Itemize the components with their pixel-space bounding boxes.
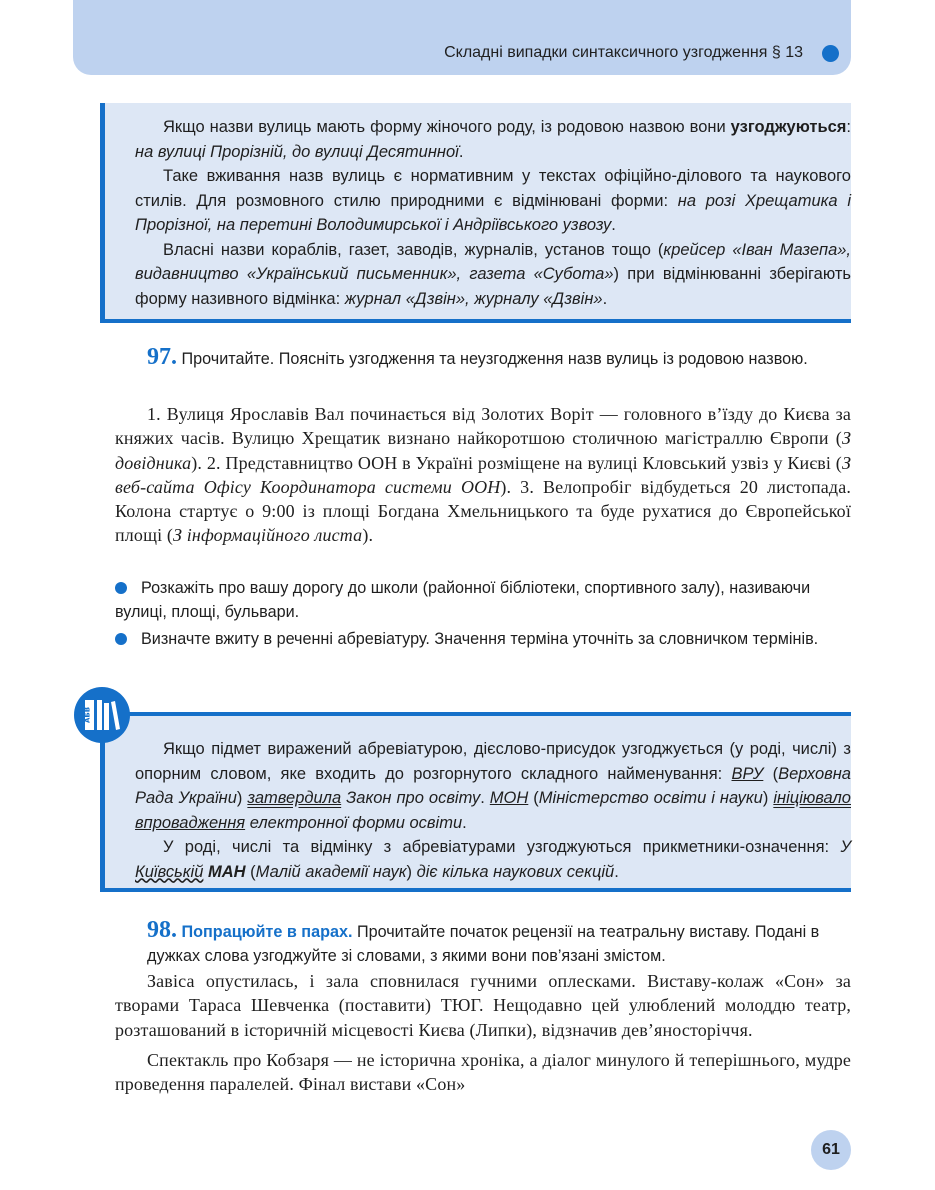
header-dot-icon (822, 45, 839, 62)
page-number: 61 (811, 1130, 851, 1170)
rule-paragraph: Таке вживання назв вулиць є нормативним у текстах офіційно-ділового та наукового стилів. Для розмовного стилю природними є відмінювані форми: на розі Хрещатика і Прорізної, на перетині Володимирської і Андріївського узвозу. (135, 167, 851, 234)
rule-box-street-names (100, 103, 851, 323)
books-icon (74, 687, 130, 743)
bullet-icon (115, 633, 127, 645)
exercise-97-bullet-2: Визначте вжиту в реченні абревіатуру. Значення терміна уточніть за словничком термінів. (115, 627, 851, 651)
exercise-97-task: 97. Прочитайте. Поясніть узгодження та неузгодження назв вулиць із родовою назвою. (147, 344, 808, 370)
exercise-number: 98. (147, 917, 177, 943)
rule-box-abbreviations (100, 712, 851, 892)
bullet-icon (115, 582, 127, 594)
rule-paragraph: У роді, числі та відмінку з абревіатурами узгоджуються прикметники-означення: У Київській МАН (Малій академії наук) діє кілька наукових секцій. (135, 838, 851, 881)
text-paragraph: Спектакль про Кобзаря — не історична хроніка, а діалог минулого й теперішнього, мудре проведення паралелей. Фінал вистави «Сон» (115, 1049, 851, 1095)
exercise-98-text (115, 969, 851, 1096)
exercise-97-text: 1. Вулиця Ярославів Вал починається від Золотих Воріт — головного в’їзду до Києва за княжих часів. Вулицю Хрещатик визнано найкоротшою столичною магістраллю Європи (З довідника). 2. Представництво ООН в Україні розміщене на вулиці Кловський узвіз у Києві (З веб-сайта Офісу Координатора системи ООН). 3. Велопробіг відбудеться 20 листопада. Колона стартує о 9:00 із площі Богдана Хмельницького та буде рухатися до Європейської площі (З інформаційного листа). (115, 404, 851, 546)
exercise-97-bullet-1: Розкажіть про вашу дорогу до школи (районної бібліотеки, спортивного залу), називаючи вулиці, площі, бульвари. (115, 579, 811, 621)
exercise-number: 97. (147, 344, 177, 370)
exercise-98-task: 98. Попрацюйте в парах. Прочитайте початок рецензії на театральну виставу. Подані в дужках слова узгоджуйте зі словами, з якими вони пов’язані змістом. (147, 917, 820, 965)
page-header (73, 0, 851, 75)
rule-paragraph: Власні назви кораблів, газет, заводів, журналів, установ тощо (крейсер «Іван Мазепа», видавництво «Український письменник», газета «Субота») при відмінюванні зберігають форму називного відмінка: журнал «Дзвін», журналу «Дзвін». (135, 240, 852, 308)
rule-paragraph: Якщо підмет виражений абревіатурою, дієслово-присудок узгоджується (у роді, числі) з опорним словом, яке входить до розгорнутого складного найменування: ВРУ (Верховна Рада України) затвердила Закон про освіту. МОН (Міністерство освіти і науки) ініціювало впровадження електронної форми освіти. (135, 740, 851, 832)
section-title: Складні випадки синтаксичного узгодження § 13 (444, 44, 803, 61)
pair-work-label: Попрацюйте в парах. (181, 923, 353, 941)
rule-paragraph: Якщо назви вулиць мають форму жіночого роду, із родовою назвою вони узгоджуються: на вулиці Прорізній, до вулиці Десятинної. (135, 118, 851, 161)
text-paragraph: Завіса опустилась, і зала сповнилася гучними оплесками. Виставу-колаж «Сон» за творами Тараса Шевченка (поставити) ТЮГ. Нещодавно цей улюблений молоддю театр, розташований в історичній місцевості Києва (Липки), відзначив дев’яносторіччя. (115, 971, 851, 1040)
icon-letters: АБВ (84, 706, 92, 724)
